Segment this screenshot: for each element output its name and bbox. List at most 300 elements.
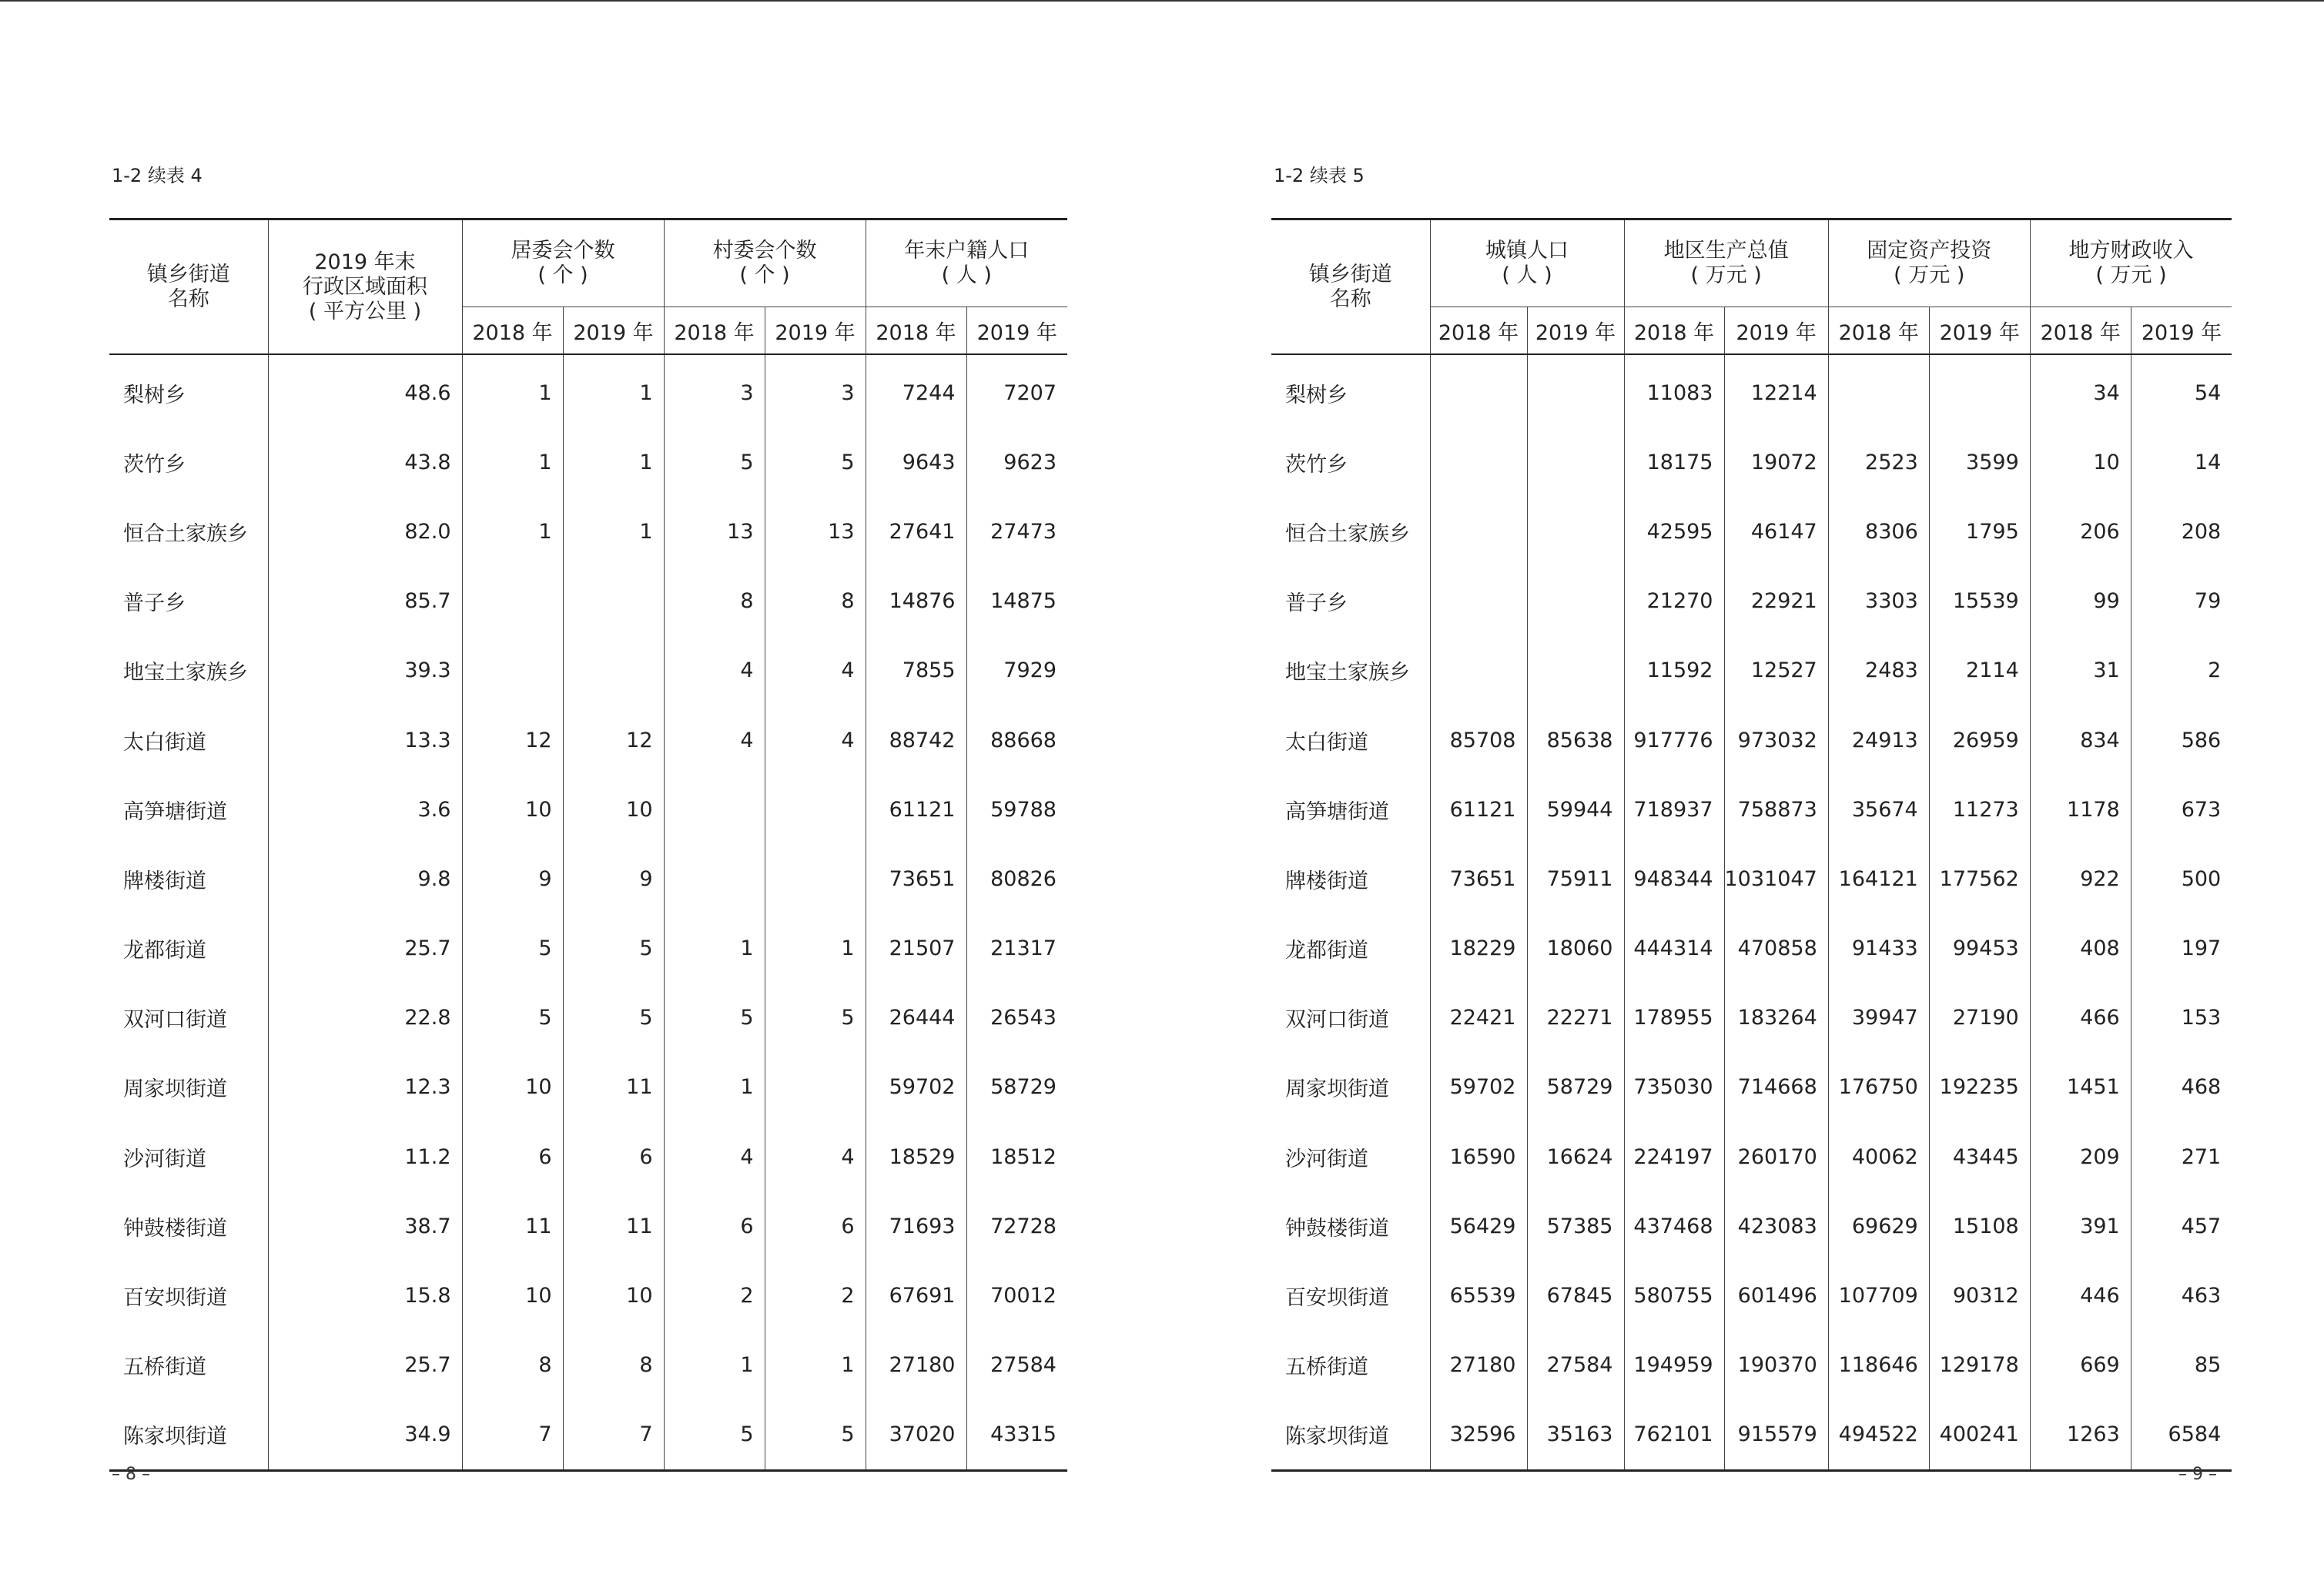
- table-cell: 400241: [1929, 1400, 2030, 1471]
- table-cell: 1: [664, 1331, 765, 1400]
- table-cell: [462, 636, 563, 705]
- table-cell: 915579: [1724, 1400, 1828, 1471]
- table-cell: 39.3: [268, 636, 462, 705]
- table-cell: 25.7: [268, 914, 462, 983]
- row-name-cell: 太白街道: [1271, 705, 1430, 775]
- year-header: 2019 年: [966, 307, 1067, 355]
- table-cell: 10: [563, 775, 664, 844]
- table-cell: 27190: [1929, 983, 2030, 1053]
- table-row: [1271, 354, 2232, 427]
- table-cell: 72728: [990, 1214, 1057, 1238]
- table-cell: 718937: [1624, 775, 1724, 844]
- table-cell: 4: [664, 636, 765, 705]
- table-row: [1271, 1053, 2232, 1122]
- table-cell: 446: [2030, 1261, 2131, 1330]
- table-row: [109, 1122, 1067, 1191]
- row-name-cell: 恒合土家族乡: [109, 497, 268, 566]
- table-cell: 14876: [866, 567, 966, 636]
- table-cell: 4: [664, 1122, 765, 1191]
- table-cell: 2: [2208, 658, 2222, 683]
- table-cell: 10: [462, 1261, 563, 1330]
- table-cell: [1430, 497, 1527, 566]
- table-cell: 6: [765, 1191, 866, 1261]
- table-cell: 88668: [990, 728, 1057, 752]
- table-cell: 22271: [1527, 983, 1624, 1053]
- table-row: [109, 354, 1067, 427]
- table-row: [1271, 1122, 2232, 1191]
- table-cell: 500: [2181, 866, 2222, 891]
- table-cell: 22921: [1724, 567, 1828, 636]
- group-header: 地区生产总值 ( 万元 ): [1624, 219, 1828, 307]
- row-name-cell: 龙都街道: [1271, 914, 1430, 983]
- table-cell: 917776: [1624, 705, 1724, 775]
- table-cell: 164121: [1828, 844, 1929, 913]
- table-cell: 14: [2194, 450, 2222, 474]
- row-name-cell: 恒合土家族乡: [1271, 497, 1430, 566]
- table-cell: 206: [2030, 497, 2131, 566]
- table-cell: 34: [2030, 354, 2131, 427]
- table-cell: 5: [664, 427, 765, 497]
- table-cell: 834: [2030, 705, 2131, 775]
- year-header: 2019 年: [2131, 307, 2232, 355]
- table-cell: 107709: [1828, 1261, 1929, 1330]
- table-row: [109, 705, 1067, 775]
- row-name-cell: 普子乡: [1271, 567, 1430, 636]
- table-row: [1271, 983, 2232, 1053]
- table-cell: 1795: [1929, 497, 2030, 566]
- row-name-cell: 梨树乡: [109, 354, 268, 427]
- table-cell: 7244: [866, 354, 966, 427]
- area-column-header: 2019 年末 行政区域面积 ( 平方公里 ): [268, 219, 462, 355]
- table-cell: 80826: [990, 866, 1057, 891]
- table-cell: 69629: [1828, 1191, 1929, 1261]
- table-cell: [1527, 354, 1624, 427]
- table-row: [109, 497, 1067, 566]
- table-row: [109, 844, 1067, 913]
- table-cell: 2114: [1929, 636, 2030, 705]
- table-cell: 183264: [1724, 983, 1828, 1053]
- table-row: [109, 1191, 1067, 1261]
- table-cell: 43315: [990, 1422, 1057, 1447]
- table-cell: 470858: [1724, 914, 1828, 983]
- table-cell: 27641: [866, 497, 966, 566]
- table-cell: 10: [2030, 427, 2131, 497]
- table-cell: 13: [664, 497, 765, 566]
- table-cell: 3303: [1828, 567, 1929, 636]
- row-name-cell: 双河口街道: [1271, 983, 1430, 1053]
- table-cell: 27180: [1430, 1331, 1527, 1400]
- table-cell: 4: [765, 705, 866, 775]
- table-cell: 16590: [1430, 1122, 1527, 1191]
- table-row: [109, 1053, 1067, 1122]
- table-cell: 601496: [1724, 1261, 1828, 1330]
- table-cell: 57385: [1527, 1191, 1624, 1261]
- row-name-cell: 五桥街道: [109, 1331, 268, 1400]
- table-cell: [563, 636, 664, 705]
- table-cell: 10: [462, 775, 563, 844]
- row-name-cell: 高笋塘街道: [109, 775, 268, 844]
- table-cell: 46147: [1724, 497, 1828, 566]
- table-cell: 27584: [990, 1353, 1057, 1378]
- table-cell: 59702: [1430, 1053, 1527, 1122]
- table-cell: 408: [2030, 914, 2131, 983]
- table-cell: 176750: [1828, 1053, 1929, 1122]
- table-cell: 31: [2030, 636, 2131, 705]
- table-row: [109, 1261, 1067, 1330]
- table-caption: 1-2 续表 5: [1274, 165, 1365, 186]
- table-cell: 35674: [1828, 775, 1929, 844]
- table-cell: 7207: [1003, 380, 1057, 405]
- table-row: [109, 636, 1067, 705]
- table-cell: 85638: [1527, 705, 1624, 775]
- table-cell: 12214: [1724, 354, 1828, 427]
- table-row: [109, 914, 1067, 983]
- table-cell: 5: [462, 983, 563, 1053]
- table-cell: 21507: [866, 914, 966, 983]
- row-name-cell: 陈家坝街道: [109, 1400, 268, 1471]
- table-cell: 15108: [1929, 1191, 2030, 1261]
- row-name-cell: 普子乡: [109, 567, 268, 636]
- table-cell: 40062: [1828, 1122, 1929, 1191]
- page-number: – 8 –: [112, 1465, 150, 1484]
- table-cell: 79: [2194, 589, 2222, 614]
- table-cell: [1430, 636, 1527, 705]
- table-cell: 1: [563, 497, 664, 566]
- table-cell: 1: [462, 354, 563, 427]
- table-cell: 391: [2030, 1191, 2131, 1261]
- table-cell: 735030: [1624, 1053, 1724, 1122]
- table-cell: 56429: [1430, 1191, 1527, 1261]
- table-cell: 466: [2030, 983, 2131, 1053]
- table-cell: 7855: [866, 636, 966, 705]
- table-cell: 27584: [1527, 1331, 1624, 1400]
- table-cell: 5: [462, 914, 563, 983]
- table-cell: 54: [2194, 380, 2222, 405]
- table-cell: 4: [765, 636, 866, 705]
- group-header: 居委会个数 ( 个 ): [462, 219, 664, 307]
- year-header: 2019 年: [765, 307, 866, 355]
- year-header: 2018 年: [866, 307, 966, 355]
- table-cell: 21270: [1624, 567, 1724, 636]
- table-cell: [765, 844, 866, 913]
- table-cell: 15.8: [268, 1261, 462, 1330]
- table-cell: 26543: [990, 1006, 1057, 1030]
- table-cell: [664, 775, 765, 844]
- table-cell: 1: [462, 427, 563, 497]
- table-cell: 423083: [1724, 1191, 1828, 1261]
- row-name-cell: 双河口街道: [109, 983, 268, 1053]
- row-name-cell: 钟鼓楼街道: [1271, 1191, 1430, 1261]
- table-cell: 13: [765, 497, 866, 566]
- year-header: 2018 年: [1624, 307, 1724, 355]
- year-header: 2018 年: [1828, 307, 1929, 355]
- table-cell: 4: [765, 1122, 866, 1191]
- table-cell: 129178: [1929, 1331, 2030, 1400]
- table-row: [1271, 567, 2232, 636]
- table-cell: 85: [2194, 1353, 2222, 1378]
- table-cell: 437468: [1624, 1191, 1724, 1261]
- table-row: [1271, 497, 2232, 566]
- table-cell: 11: [563, 1191, 664, 1261]
- group-header: 固定资产投资 ( 万元 ): [1828, 219, 2030, 307]
- year-header: 2019 年: [563, 307, 664, 355]
- statistics-table-left: [109, 218, 1067, 1472]
- table-cell: 5: [664, 1400, 765, 1471]
- table-cell: 6584: [2168, 1422, 2222, 1447]
- table-cell: 7: [563, 1400, 664, 1471]
- table-cell: 457: [2181, 1214, 2222, 1238]
- table-cell: 7929: [1003, 658, 1057, 683]
- table-cell: 18529: [866, 1122, 966, 1191]
- row-name-cell: 沙河街道: [1271, 1122, 1430, 1191]
- table-cell: 3: [765, 354, 866, 427]
- table-cell: 1: [765, 914, 866, 983]
- table-cell: 18175: [1624, 427, 1724, 497]
- table-cell: 70012: [990, 1284, 1057, 1308]
- year-header: 2019 年: [1527, 307, 1624, 355]
- row-name-cell: 周家坝街道: [1271, 1053, 1430, 1122]
- table-cell: 35163: [1527, 1400, 1624, 1471]
- table-cell: 9: [563, 844, 664, 913]
- row-name-cell: 周家坝街道: [109, 1053, 268, 1122]
- table-cell: [1430, 427, 1527, 497]
- row-name-cell: 地宝土家族乡: [1271, 636, 1430, 705]
- row-name-cell: 沙河街道: [109, 1122, 268, 1191]
- table-cell: 11273: [1929, 775, 2030, 844]
- table-cell: 43445: [1929, 1122, 2030, 1191]
- table-cell: 1: [664, 1053, 765, 1122]
- table-cell: 973032: [1724, 705, 1828, 775]
- table-cell: 67691: [866, 1261, 966, 1330]
- table-cell: 25.7: [268, 1331, 462, 1400]
- table-cell: 75911: [1527, 844, 1624, 913]
- table-cell: 27180: [866, 1331, 966, 1400]
- table-cell: 494522: [1828, 1400, 1929, 1471]
- table-cell: 1: [563, 427, 664, 497]
- year-header: 2018 年: [462, 307, 563, 355]
- table-cell: 11: [563, 1053, 664, 1122]
- row-name-cell: 茨竹乡: [1271, 427, 1430, 497]
- name-column-header: 镇乡街道 名称: [1271, 219, 1430, 355]
- table-cell: 580755: [1624, 1261, 1724, 1330]
- table-cell: 177562: [1929, 844, 2030, 913]
- table-cell: [765, 775, 866, 844]
- table-row: [1271, 1331, 2232, 1400]
- table-cell: 8: [765, 567, 866, 636]
- table-cell: 208: [2181, 519, 2222, 544]
- table-cell: 15539: [1929, 567, 2030, 636]
- table-cell: 9.8: [268, 844, 462, 913]
- table-cell: 12: [563, 705, 664, 775]
- group-header: 年末户籍人口 ( 人 ): [904, 239, 1030, 287]
- table-cell: 48.6: [268, 354, 462, 427]
- row-name-cell: 高笋塘街道: [1271, 775, 1430, 844]
- table-cell: 3.6: [268, 775, 462, 844]
- table-cell: 3: [664, 354, 765, 427]
- table-cell: 1: [664, 914, 765, 983]
- table-cell: 5: [664, 983, 765, 1053]
- table-row: [1271, 844, 2232, 913]
- table-cell: 194959: [1624, 1331, 1724, 1400]
- table-cell: 5: [765, 427, 866, 497]
- row-name-cell: 地宝土家族乡: [109, 636, 268, 705]
- table-cell: 4: [664, 705, 765, 775]
- table-cell: 444314: [1624, 914, 1724, 983]
- table-cell: 42595: [1624, 497, 1724, 566]
- table-cell: 11083: [1624, 354, 1724, 427]
- table-cell: [1527, 567, 1624, 636]
- table-cell: 8: [664, 567, 765, 636]
- table-cell: 6: [664, 1191, 765, 1261]
- table-cell: 24913: [1828, 705, 1929, 775]
- table-cell: [1430, 354, 1527, 427]
- table-cell: 9: [462, 844, 563, 913]
- table-cell: 1031047: [1724, 844, 1828, 913]
- table-row: [1271, 1400, 2232, 1471]
- year-header: 2018 年: [1430, 307, 1527, 355]
- table-cell: 5: [765, 983, 866, 1053]
- row-name-cell: 百安坝街道: [109, 1261, 268, 1330]
- table-row: [109, 1331, 1067, 1400]
- table-cell: 1178: [2030, 775, 2131, 844]
- table-cell: [1527, 497, 1624, 566]
- table-cell: 762101: [1624, 1400, 1724, 1471]
- row-name-cell: 太白街道: [109, 705, 268, 775]
- right-page: [1162, 0, 2324, 1588]
- table-cell: 9623: [1003, 450, 1057, 474]
- table-cell: 2: [664, 1261, 765, 1330]
- table-cell: 6: [462, 1122, 563, 1191]
- table-cell: 12.3: [268, 1053, 462, 1122]
- table-row: [1271, 1191, 2232, 1261]
- table-cell: 8: [563, 1331, 664, 1400]
- table-row: [109, 983, 1067, 1053]
- row-name-cell: 梨树乡: [1271, 354, 1430, 427]
- table-cell: 2483: [1828, 636, 1929, 705]
- table-cell: 67845: [1527, 1261, 1624, 1330]
- table-row: [1271, 1261, 2232, 1330]
- table-cell: 2523: [1828, 427, 1929, 497]
- table-cell: 21317: [990, 936, 1057, 961]
- table-row: [1271, 775, 2232, 844]
- table-caption: 1-2 续表 4: [112, 165, 203, 186]
- table-cell: 1: [563, 354, 664, 427]
- group-header: 村委会个数 ( 个 ): [664, 219, 866, 307]
- table-cell: [462, 567, 563, 636]
- table-cell: 10: [563, 1261, 664, 1330]
- table-cell: 32596: [1430, 1400, 1527, 1471]
- table-cell: 271: [2181, 1144, 2222, 1169]
- table-cell: 10: [462, 1053, 563, 1122]
- table-cell: 118646: [1828, 1331, 1929, 1400]
- row-name-cell: 五桥街道: [1271, 1331, 1430, 1400]
- table-cell: 5: [563, 914, 664, 983]
- table-cell: 6: [563, 1122, 664, 1191]
- table-cell: [765, 1053, 866, 1122]
- table-cell: 37020: [866, 1400, 966, 1471]
- group-header: 城镇人口 ( 人 ): [1430, 219, 1624, 307]
- table-cell: 73651: [866, 844, 966, 913]
- table-cell: 58729: [1527, 1053, 1624, 1122]
- table-cell: 9643: [866, 427, 966, 497]
- table-cell: 61121: [1430, 775, 1527, 844]
- table-cell: 153: [2181, 1006, 2222, 1030]
- table-row: [109, 1400, 1067, 1471]
- table-cell: 22.8: [268, 983, 462, 1053]
- table-row: [109, 427, 1067, 497]
- year-header: 2019 年: [1724, 307, 1828, 355]
- table-cell: [1929, 354, 2030, 427]
- table-cell: 18512: [990, 1144, 1057, 1169]
- table-row: [1271, 636, 2232, 705]
- table-row: [109, 775, 1067, 844]
- table-row: [1271, 427, 2232, 497]
- table-cell: 59944: [1527, 775, 1624, 844]
- table-cell: [563, 567, 664, 636]
- table-cell: 99453: [1929, 914, 2030, 983]
- table-cell: 43.8: [268, 427, 462, 497]
- page-number: – 9 –: [2178, 1465, 2217, 1484]
- table-cell: 14875: [990, 589, 1057, 614]
- table-cell: 1451: [2030, 1053, 2131, 1122]
- table-cell: 22421: [1430, 983, 1527, 1053]
- group-header: 地方财政收入 ( 万元 ): [2068, 239, 2194, 287]
- table-cell: 13.3: [268, 705, 462, 775]
- table-cell: 673: [2181, 797, 2222, 822]
- table-row: [1271, 705, 2232, 775]
- table-cell: 82.0: [268, 497, 462, 566]
- table-cell: [1828, 354, 1929, 427]
- table-cell: 2: [765, 1261, 866, 1330]
- table-cell: 7: [462, 1400, 563, 1471]
- table-row: [1271, 914, 2232, 983]
- table-cell: 758873: [1724, 775, 1828, 844]
- table-cell: 18060: [1527, 914, 1624, 983]
- table-cell: 11.2: [268, 1122, 462, 1191]
- table-cell: 178955: [1624, 983, 1724, 1053]
- table-cell: 26444: [866, 983, 966, 1053]
- year-header: 2019 年: [1929, 307, 2030, 355]
- table-cell: [1430, 567, 1527, 636]
- table-cell: 18229: [1430, 914, 1527, 983]
- table-cell: 190370: [1724, 1331, 1828, 1400]
- table-cell: 3599: [1929, 427, 2030, 497]
- table-cell: [1527, 636, 1624, 705]
- row-name-cell: 陈家坝街道: [1271, 1400, 1430, 1471]
- row-name-cell: 牌楼街道: [1271, 844, 1430, 913]
- table-cell: [1527, 427, 1624, 497]
- table-cell: 85.7: [268, 567, 462, 636]
- year-header: 2018 年: [664, 307, 765, 355]
- table-cell: 1263: [2030, 1400, 2131, 1471]
- table-cell: 8306: [1828, 497, 1929, 566]
- year-header: 2018 年: [2030, 307, 2131, 355]
- table-cell: 88742: [866, 705, 966, 775]
- table-cell: 19072: [1724, 427, 1828, 497]
- table-cell: 197: [2181, 936, 2222, 961]
- row-name-cell: 牌楼街道: [109, 844, 268, 913]
- row-name-cell: 百安坝街道: [1271, 1261, 1430, 1330]
- table-cell: 16624: [1527, 1122, 1624, 1191]
- table-cell: 65539: [1430, 1261, 1527, 1330]
- table-cell: 12527: [1724, 636, 1828, 705]
- table-cell: 8: [462, 1331, 563, 1400]
- table-cell: 922: [2030, 844, 2131, 913]
- table-cell: 463: [2181, 1284, 2222, 1308]
- table-cell: 11: [462, 1191, 563, 1261]
- table-cell: 714668: [1724, 1053, 1828, 1122]
- row-name-cell: 龙都街道: [109, 914, 268, 983]
